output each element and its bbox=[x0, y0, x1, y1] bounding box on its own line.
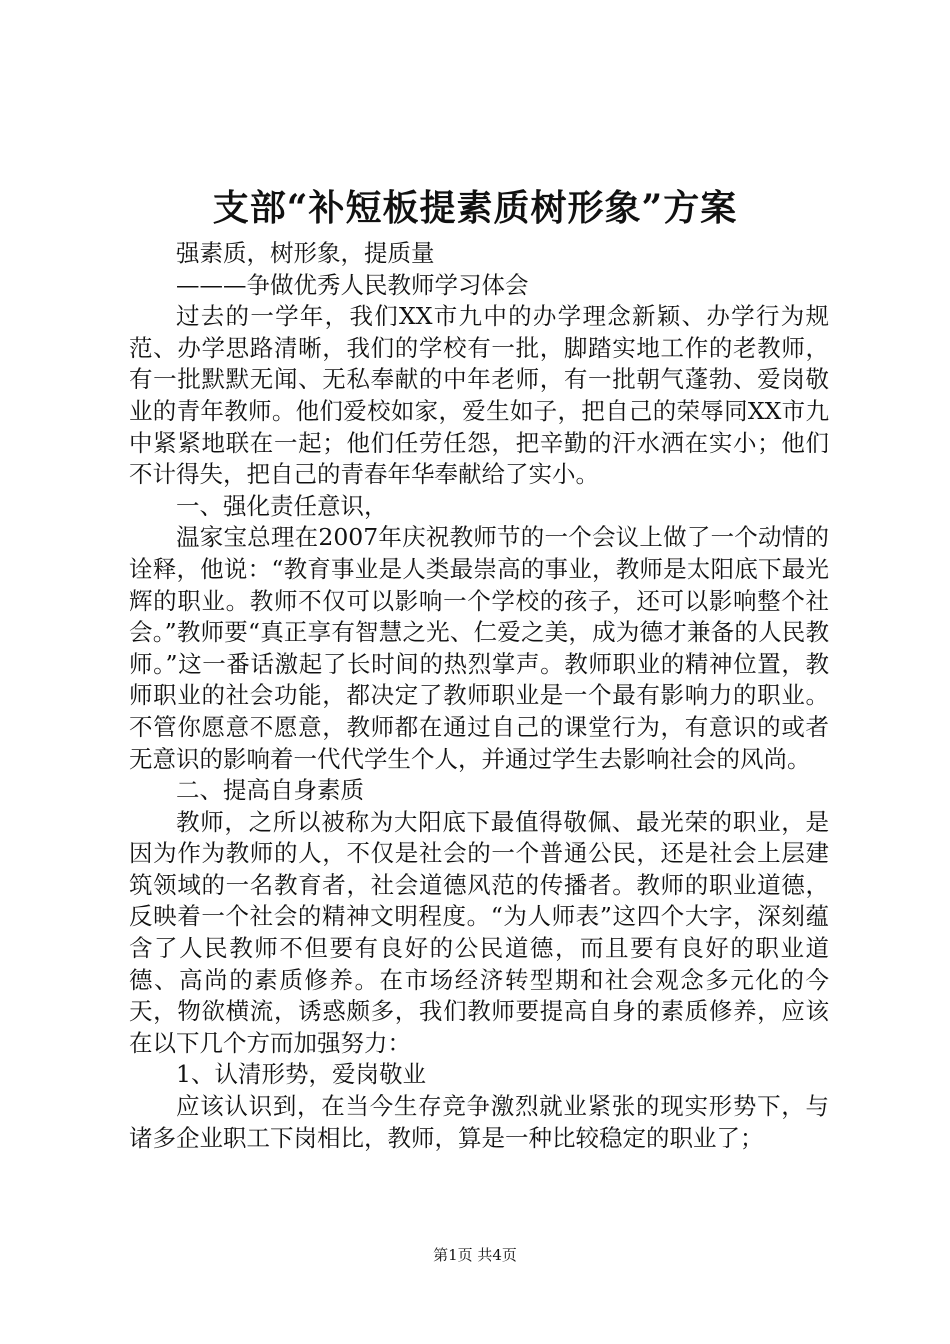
body-paragraph: 过去的一学年，我们XX市九中的办学理念新颖、办学行为规范、办学思路清晰，我们的学校有一批，脚踏实地工作的老教师，有一批默默无闻、无私奉献的中年老师，有一批朝气蓬勃、爱岗敬业的青年教师。他们爱校如家，爱生如子，把自己的荣辱同XX市九中紧紧地联在一起；他们任劳任怨，把辛勤的汗水洒在实小；他们不计得失，把自己的青春年华奉献给了实小。 bbox=[129, 302, 829, 489]
body-paragraph: 应该认识到，在当今生存竞争激烈就业紧张的现实形势下，与诸多企业职工下岗相比，教师，算是一种比较稳定的职业了； bbox=[129, 1092, 829, 1152]
body-paragraph: 温家宝总理在2007年庆祝教师节的一个会议上做了一个动情的诠释，他说：“教育事业是人类最崇高的事业，教师是太阳底下最光辉的职业。教师不仅可以影响一个学校的孩子，还可以影响整个社会。”教师要“真正享有智慧之光、仁爱之美，成为德才兼备的人民教师。”这一番话激起了长时间的热烈掌声。教师职业的精神位置，教师职业的社会功能，都决定了教师职业是一个最有影响力的职业。不管你愿意不愿意，教师都在通过自己的课堂行为，有意识的或者无意识的影响着一代代学生个人，并通过学生去影响社会的风尚。 bbox=[129, 523, 829, 773]
subtitle: 强素质，树形象，提质量 bbox=[176, 239, 435, 267]
document-body bbox=[129, 238, 829, 1154]
section-heading: 一、强化责任意识， bbox=[176, 491, 388, 520]
page-number-footer: 第1页 共4页 bbox=[433, 1246, 517, 1264]
body-paragraph: 教师，之所以被称为大阳底下最值得敬佩、最光荣的职业，是因为作为教师的人，不仅是社会的一个普通公民，还是社会上层建筑领域的一名教育者，社会道德风范的传播者。教师的职业道德，反映着一个社会的精神文明程度。“为人师表”这四个大字，深刻蕴含了人民教师不但要有良好的公民道德，而且要有良好的职业道德、高尚的素质修养。在市场经济转型期和社会观念多元化的今天，物欲横流，诱惑颇多，我们教师要提高自身的素质修养，应该在以下几个方而加强努力： bbox=[129, 807, 829, 1057]
document-title: 支部“补短板提素质树形象”方案 bbox=[212, 187, 738, 229]
section-heading: 二、提高自身素质 bbox=[176, 776, 364, 805]
subsection-heading: 1、认清形势，爱岗敬业 bbox=[176, 1060, 426, 1089]
subtitle-dash-line: ———争做优秀人民教师学习体会 bbox=[176, 270, 529, 299]
